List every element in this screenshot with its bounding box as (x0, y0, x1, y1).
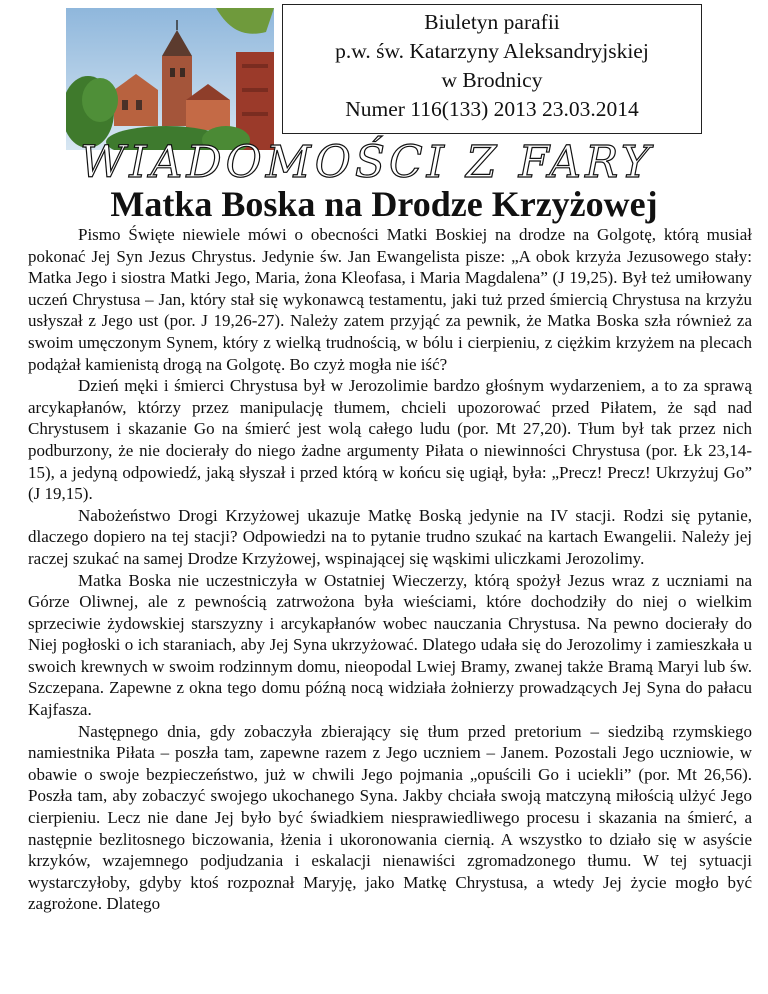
bulletin-line: p.w. św. Katarzyny Aleksandryjskiej (335, 39, 649, 63)
bulletin-line: w Brodnicy (441, 68, 543, 92)
article-paragraph: Nabożeństwo Drogi Krzyżowej ukazuje Matkę Boską jedynie na IV stacji. Rodzi się pytanie, dlaczego dopiero na tej stacji? Odpowiedzi na to pytanie trudno szukać na kartach Ewangelii. Należy jej raczej szukać na samej Drodze Krzyżowej, wspinającej się wąskimi uliczkami Jerozolimy. (28, 505, 752, 568)
article-paragraph: Dzień męki i śmierci Chrystusa był w Jerozolimie bardzo głośnym wydarzeniem, a to za sprawą arcykapłanów, którzy przez manipulację tłumem, chcieli upozorować przed Piłatem, że sąd nad Chrystusem i skazanie Go na śmierć jest wolą całego ludu (por. Mt 27,20). Tłum był tak przez nich podburzony, że nie docierały do niego żadne argumenty Piłata o niewinności Chrystusa (por. Łk 23,14-15), a jedyną odpowiedź, jaką słyszał i przed którą w końcu się ugiął, była: „Precz! Precz! Ukrzyżuj Go” (J 19,15). (28, 376, 752, 504)
article-title: Matka Boska na Drodze Krzyżowej (110, 184, 658, 224)
article-body (28, 224, 752, 915)
bulletin-line: Biuletyn parafii (424, 10, 560, 34)
article-paragraph: Pismo Święte niewiele mówi o obecności Matki Boskiej na drodze na Golgotę, którą musiał pokonać Jej Syn Jezus Chrystus. Jedynie św. Jan Ewangelista pisze: „A obok krzyża Jezusowego stały: Matka Jego i siostra Matki Jego, Maria, żona Kleofasa, i Maria Magdalena” (J 19,25). Był też umiłowany uczeń Chrystusa – Jan, który stał się wykonawcą testamentu, jaki tuż przed śmiercią Chrystusa na krzyżu usłyszał z Jego ust (por. J 19,26-27). Należy zatem przyjąć za pewnik, że Matka Boska szła również za swoim umęczonym Synem, który z wielką trudnością, w bólu i cierpieniu, z ciężkim krzyżem na plecach podążał kamienistą drogą na Golgotę. Bo czyż mogła nie iść? (28, 225, 752, 374)
church-photo (66, 8, 274, 150)
masthead-title: WIADOMOŚCI Z FARY (80, 137, 654, 188)
article-paragraph: Następnego dnia, gdy zobaczyła zbierający się tłum przed pretorium – siedzibą rzymskiego namiestnika Piłata – poszła tam, zapewne razem z Jego uczniem – Janem. Pozostali Jego uczniowie, w obawie o swoje bezpieczeństwo, już w chwili Jego pojmania „opuścili Go i uciekli” (por. Mt 26,56). Poszła tam, aby zobaczyć swojego ukochanego Syna. Jakby chciała swoją matczyną miłością ulżyć Jego cierpieniu. Lecz nie dane Jej było być świadkiem niesprawiedliwego procesu i skazania na śmierć, a następnie bezlitosnego biczowania, łżenia i ukoronowania ciernią. A wszystko to działo się w asyście krzyków, wzajemnego podjudzania i eskalacji nienawiści zgromadzonego tłumu. W tej sytuacji wystarczyłoby, gdyby ktoś rozpoznał Maryję, jako Matkę Chrystusa, a wtedy Jej życie mogło być zagrożone. Dlatego (28, 721, 752, 914)
article-paragraph: Matka Boska nie uczestniczyła w Ostatniej Wieczerzy, którą spożył Jezus wraz z uczniami na Górze Oliwnej, ale z pewnością zatrwożona była wieściami, które dochodziły do niej o wielkim sprzeciwie żydowskiej starszyzny i arcykapłanów wobec nauczania Chrystusa. Na pewno docierały do Niej pogłoski o ich staraniach, aby Jej Syna ukrzyżować. Dlatego udała się do Jerozolimy i zamieszkała u swoich krewnych w swoim rodzinnym domu, nieopodal Lwiej Bramy, zwanej także Bramą Maryi lub św. Szczepana. Zapewne z okna tego domu późną nocą widziała żołnierzy prowadzących Jej Syna do pałacu Kajfasza. (28, 570, 752, 720)
bulletin-info-box (282, 4, 702, 134)
bulletin-line: Numer 116(133) 2013 23.03.2014 (345, 97, 639, 121)
